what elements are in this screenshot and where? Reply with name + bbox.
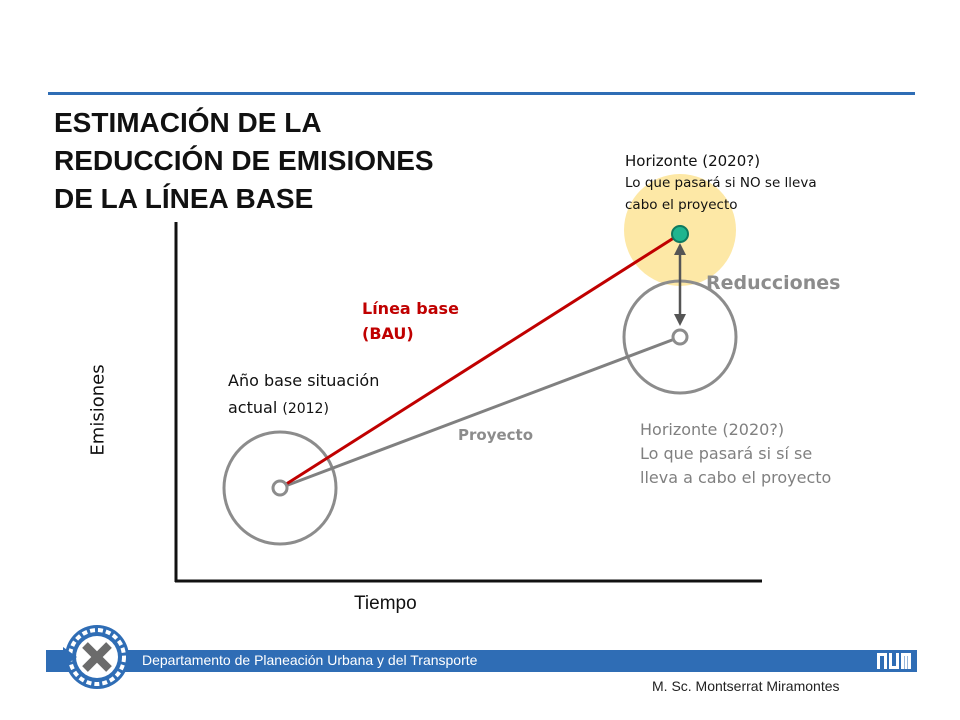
reductions-label: Reducciones [706,272,841,294]
y-axis-label: Emisiones [87,364,109,456]
base-year-point [273,481,287,495]
project-endpoint [673,330,687,344]
base-year-label-word: actual [228,398,278,417]
base-year-label-line-2 [228,394,379,423]
bau-endpoint [672,226,688,242]
tum-logo-icon [876,651,912,671]
project-label: Proyecto [458,426,534,444]
horizon-with-project-title: Horizonte (2020?) [640,420,785,439]
base-year-label-line-1: Año base situación [228,371,380,390]
base-year-label [228,367,379,423]
x-axis-label: Tiempo [354,593,417,614]
horizon-with-project-label [640,418,831,490]
horizon-no-project-line-2: cabo el proyecto [625,197,738,213]
horizon-no-project-label [625,150,817,216]
title-line-3: DE LA LÍNEA BASE [54,183,314,214]
author-name: M. Sc. Montserrat Miramontes [652,678,840,694]
baseline-label [362,296,459,346]
title-line-2: REDUCCIÓN DE EMISIONES [54,145,434,176]
reductions-arrowhead-down [674,314,686,326]
horizon-with-project-line-2: lleva a cabo el proyecto [640,468,832,487]
x-wheel-logo-icon [63,623,131,691]
title-line-1: ESTIMACIÓN DE LA [54,107,322,138]
horizon-no-project-title: Horizonte (2020?) [625,152,761,170]
horizon-with-project-line-1: Lo que pasará si sí se [640,444,813,463]
baseline-label-line-1: Línea base [362,299,459,318]
horizon-no-project-line-1: Lo que pasará si NO se lleva [625,175,817,191]
base-year-value: (2012) [282,401,329,417]
department-name: Departamento de Planeación Urbana y del Transporte [142,652,478,668]
baseline-label-line-2: (BAU) [362,324,414,343]
